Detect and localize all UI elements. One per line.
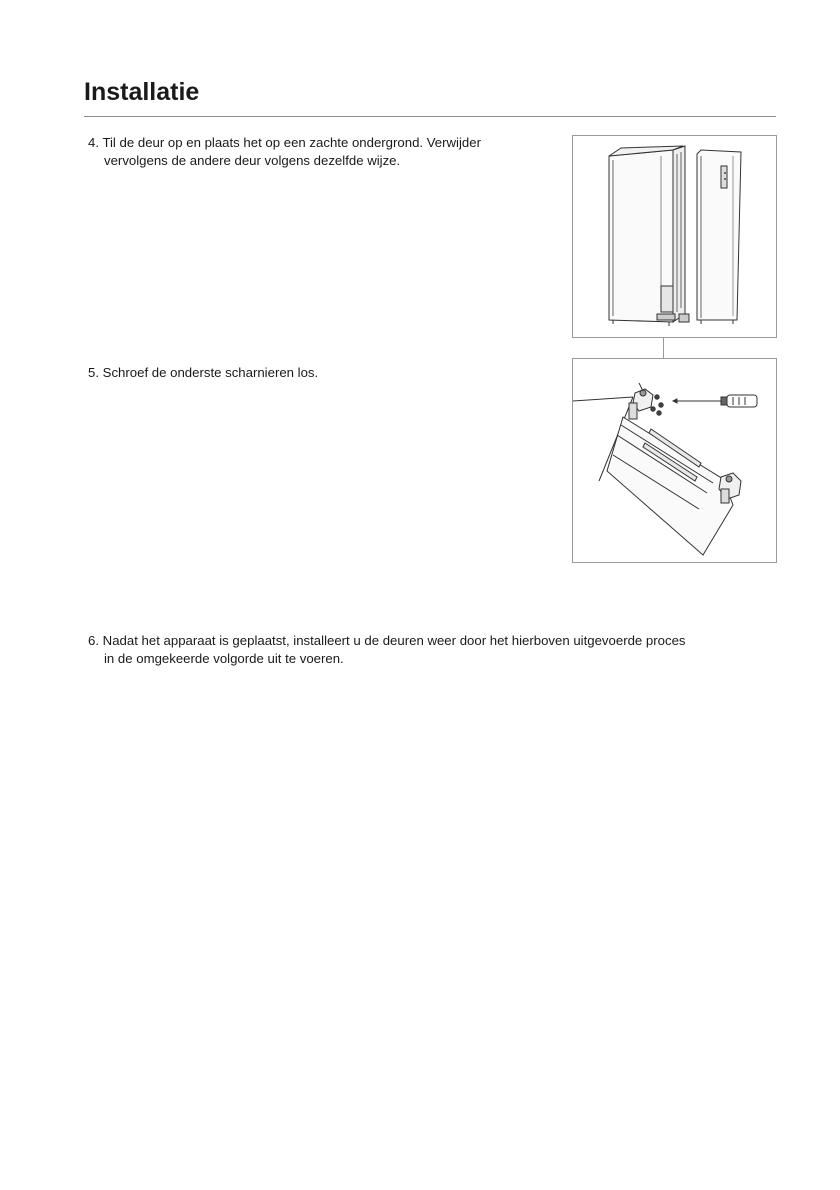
title-divider: [84, 116, 776, 117]
step-5-text-line1: Schroef de onderste scharnieren los.: [102, 365, 319, 380]
step-6: [88, 632, 686, 668]
page-title: Installatie: [84, 78, 200, 106]
step-6-text-line2: in de omgekeerde volgorde uit te voeren.: [104, 651, 344, 666]
step-5-number: 5.: [88, 365, 99, 380]
step-5: [88, 364, 318, 382]
fridge-door-illustration: [573, 136, 776, 337]
figure-connector-line: [663, 337, 664, 358]
step-6-text-line1: Nadat het apparaat is geplaatst, installeert u de deuren weer door het hierboven uitgevoerde proces: [102, 633, 686, 648]
figure-hinge-removal: [572, 358, 777, 563]
step-4-text-line2: vervolgens de andere deur volgens dezelfde wijze.: [104, 153, 401, 168]
step-4-text-line1: Til de deur op en plaats het op een zachte ondergrond. Verwijder: [102, 135, 481, 150]
hinge-screw-illustration: [573, 359, 776, 562]
step-4: [88, 134, 481, 170]
figure-door-removed: [572, 135, 777, 338]
step-6-number: 6.: [88, 633, 99, 648]
step-4-number: 4.: [88, 135, 99, 150]
